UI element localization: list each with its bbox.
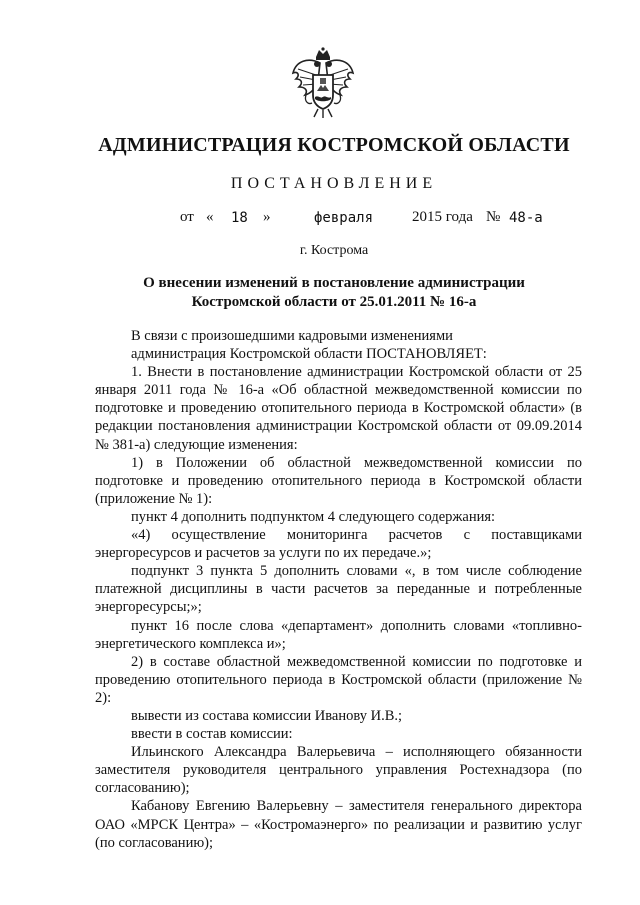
paragraph: 1. Внести в постановление администрации Костромской области от 25 января 2011 года № 16-а «Об областной межведомственной комиссии по подготовке и проведению отопительного периода в Костромской области» (в редакции постановления администрации Костромской области от 09.09.2014 № 381-а) следующие изменения: xyxy=(95,364,582,453)
paragraph: администрация Костромской области ПОСТАНОВЛЯЕТ: xyxy=(131,346,487,363)
paragraph: В связи с произошедшими кадровыми изменениями xyxy=(131,328,453,344)
date-number-line xyxy=(0,209,640,231)
paragraph: вывести из состава комиссии Иванову И.В.; xyxy=(131,707,403,724)
date-quote-open: « xyxy=(206,209,214,225)
city: г. Кострома xyxy=(299,243,369,258)
date-quote-close: » xyxy=(263,209,271,225)
heading-line-1: О внесении изменений в постановление администрации xyxy=(143,275,525,291)
document-type: ПОСТАНОВЛЕНИЕ xyxy=(230,175,438,192)
document-number: 48-а xyxy=(509,210,543,226)
paragraph: ввести в состав комиссии: xyxy=(131,726,293,743)
paragraph: Ильинского Александра Валерьевича – исполняющего обязанности заместителя руководителя центрального управления Ростехнадзора (по согласованию); xyxy=(95,744,582,797)
paragraph: «4) осуществление мониторинга расчетов с поставщиками энергоресурсов и расчетов за услуги по их передаче.»; xyxy=(95,527,582,562)
date-year: 2015 года xyxy=(412,209,473,225)
paragraph: 1) в Положении об областной межведомственной комиссии по подготовке и проведению отопительного периода в Костромской области (приложение № 1): xyxy=(95,454,582,507)
organization-title: АДМИНИСТРАЦИЯ КОСТРОМСКОЙ ОБЛАСТИ xyxy=(98,134,570,156)
paragraph: подпункт 3 пункта 5 дополнить словами «, в том числе соблюдение платежной дисциплины в части расчетов за переданные и потребленные энергоресурсы;»; xyxy=(95,563,582,616)
date-day: 18 xyxy=(231,210,248,226)
paragraph: пункт 4 дополнить подпунктом 4 следующего содержания: xyxy=(131,508,496,525)
heading-line-2: Костромской области от 25.01.2011 № 16-а xyxy=(191,294,477,310)
number-sign: № xyxy=(486,209,501,225)
paragraph: 2) в составе областной межведомственной комиссии по подготовке и проведению отопительного периода в Костромской области (приложение № 2): xyxy=(95,653,582,706)
paragraph: Кабанову Евгению Валерьевну – заместителя генерального директора ОАО «МРСК Центра» – «Костромаэнерго» по реализации и развитию услуг (по согласованию); xyxy=(95,798,582,851)
document-heading xyxy=(0,274,640,312)
coat-of-arms-icon xyxy=(290,47,356,119)
document-body xyxy=(95,327,582,852)
paragraph: пункт 16 после слова «департамент» дополнить словами «топливно-энергетического комплекса и»; xyxy=(95,617,582,652)
date-month: февраля xyxy=(314,210,374,226)
date-prefix: от xyxy=(180,209,194,225)
